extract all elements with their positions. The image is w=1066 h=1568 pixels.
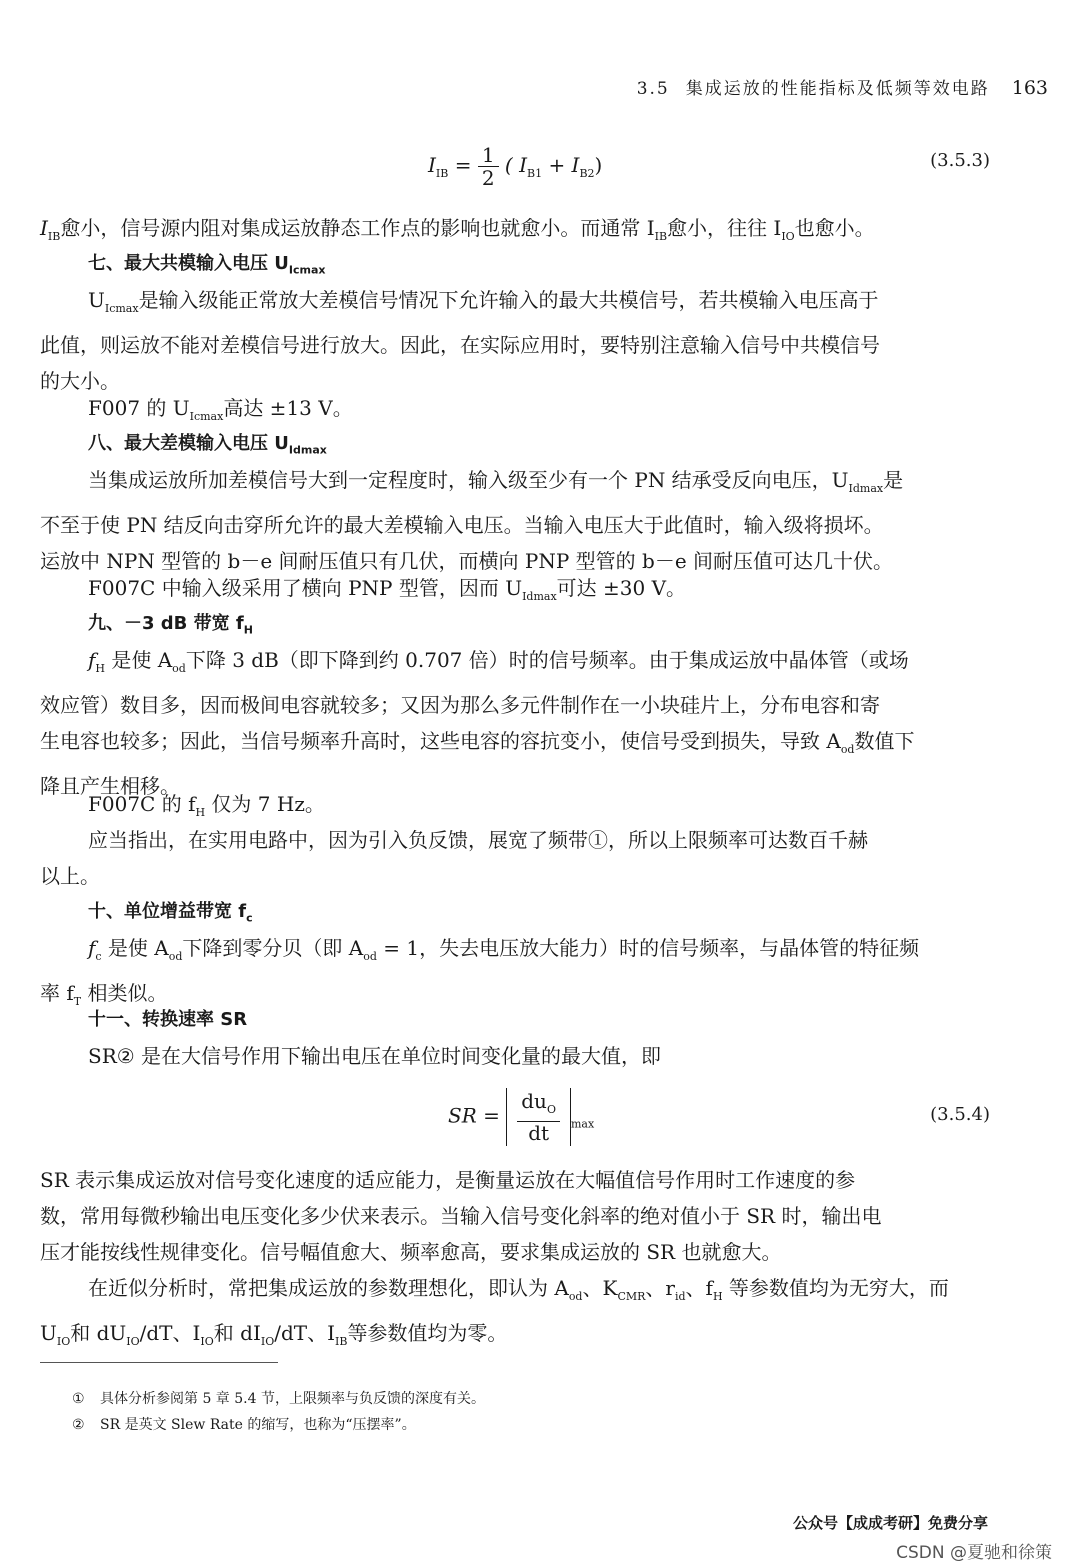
equation-3-5-3: $I_{IB}$ = $\frac{1}{2}$ ( $I_{B1} + I_{B2}$) (3.5.3)	[428, 143, 990, 190]
footnote-2: ② SR 是英文 Slew Rate 的缩写，也称为“压摆率”。	[72, 1417, 416, 1433]
footer-share-note: 公众号【成成考研】免费分享	[792, 1514, 988, 1532]
csdn-watermark: CSDN @夏驰和徐策	[896, 1543, 1052, 1563]
heading-11: 十一、转换速率 SR	[88, 1009, 248, 1030]
paragraph-f007c-uidmax: F007C 中输入级采用了横向 PNP 型管，因而 $U_{Idmax}$可达 ±30 V。	[88, 576, 687, 603]
paragraph-uicmax: $U_{Icmax}$是输入级能正常放大差模信号情况下允许输入的最大共模信号，若共模输入电压高于 此值，则运放不能对差模信号进行放大。因此，在实际应用时，要特别注意输入信号中共模信号 的大小。	[40, 288, 880, 393]
paragraph-feedback: 应当指出，在实用电路中，因为引入负反馈，展宽了频带①，所以上限频率可达数百千赫 以上。	[40, 828, 868, 888]
fraction: $\frac{1}{2}$	[478, 144, 499, 189]
paragraph-uidmax: 当集成运放所加差模信号大到一定程度时，输入级至少有一个 PN 结承受反向电压，$U_{Idmax}$是 不至于使 PN 结反向击穿所允许的最大差模输入电压。当输入电压大于此值时，输入级将损坏。 运放中 NPN 型管的 b－e 间耐压值只有几伏，而横向 PNP 型管的 b－e 间耐压值可达几十伏。	[40, 468, 904, 573]
paragraph-ideal: 在近似分析时，常把集成运放的参数理想化，即认为 $A_{od}$、$K_{CMR}$、$r_{id}$、$f_H$ 等参数值均为无穷大，而 $U_{IO}$和 $dU_{IO}/dT$、$I_{IO}$和 $dI_{IO}/dT$、$I_{IB}$等参数值均为零。	[40, 1276, 949, 1348]
heading-10: 十、单位增益带宽 $f_c$	[88, 901, 253, 925]
heading-8: 八、最大差模输入电压 $U_{Idmax}$	[88, 433, 327, 457]
paragraph-f007-uicmax: F007 的 $U_{Icmax}$高达 ±13 V。	[88, 396, 353, 423]
footnote-1: ① 具体分析参阅第 5 章 5.4 节，上限频率与负反馈的深度有关。	[72, 1391, 485, 1407]
paragraph-sr-intro: SR② 是在大信号作用下输出电压在单位时间变化量的最大值，即	[88, 1044, 662, 1068]
absolute-value: $\frac{du_O}{dt}$	[506, 1088, 571, 1146]
paragraph-fc: $f_c$ 是使 $A_{od}$下降到零分贝（即 $A_{od} = 1$，失去电压放大能力）时的信号频率，与晶体管的特征频 率 $f_T$ 相类似。	[40, 936, 920, 1008]
footnote-rule	[40, 1362, 278, 1363]
section-title: 集成运放的性能指标及低频等效电路	[685, 79, 990, 99]
paragraph-ib: $I_{IB}$愈小，信号源内阻对集成运放静态工作点的影响也就愈小。而通常 $I_{IB}$愈小，往往 $I_{IO}$也愈小。	[40, 216, 875, 243]
equation-number: (3.5.3)	[930, 150, 990, 171]
paragraph-f007c-fh: F007C 的 $f_H$ 仅为 7 Hz。	[88, 792, 325, 819]
paragraph-fh: $f_H$ 是使 $A_{od}$下降 3 dB（即下降到约 0.707 倍）时的信号频率。由于集成运放中晶体管（或场 效应管）数目多，因而极间电容就较多；又因为那么多元件制作在一小块硅片上，分布电容和寄 生电容也较多；因此，当信号频率升高时，这些电容的容抗变小，使信号受到损失，导致 $A_{od}$数值下 降且产生相移。	[40, 648, 915, 798]
heading-9: 九、－3 dB 带宽 $f_H$	[88, 613, 253, 637]
running-header	[348, 74, 1048, 106]
equation-3-5-4: SR = $\frac{du_O}{dt}$ $_{max}$ (3.5.4)	[448, 1089, 990, 1145]
paragraph-sr-meaning: SR 表示集成运放对信号变化速度的适应能力，是衡量运放在大幅值信号作用时工作速度的参 数，常用每微秒输出电压变化多少伏来表示。当输入信号变化斜率的绝对值小于 SR 时，输出电 压才能按线性规律变化。信号幅值愈大、频率愈高，要求集成运放的 SR 也就愈大。	[40, 1168, 882, 1264]
page-number: 163	[1011, 77, 1048, 99]
equation-number: (3.5.4)	[930, 1104, 990, 1125]
section-number: 3.5	[636, 79, 670, 99]
heading-7: 七、最大共模输入电压 $U_{Icmax}$	[88, 253, 326, 277]
